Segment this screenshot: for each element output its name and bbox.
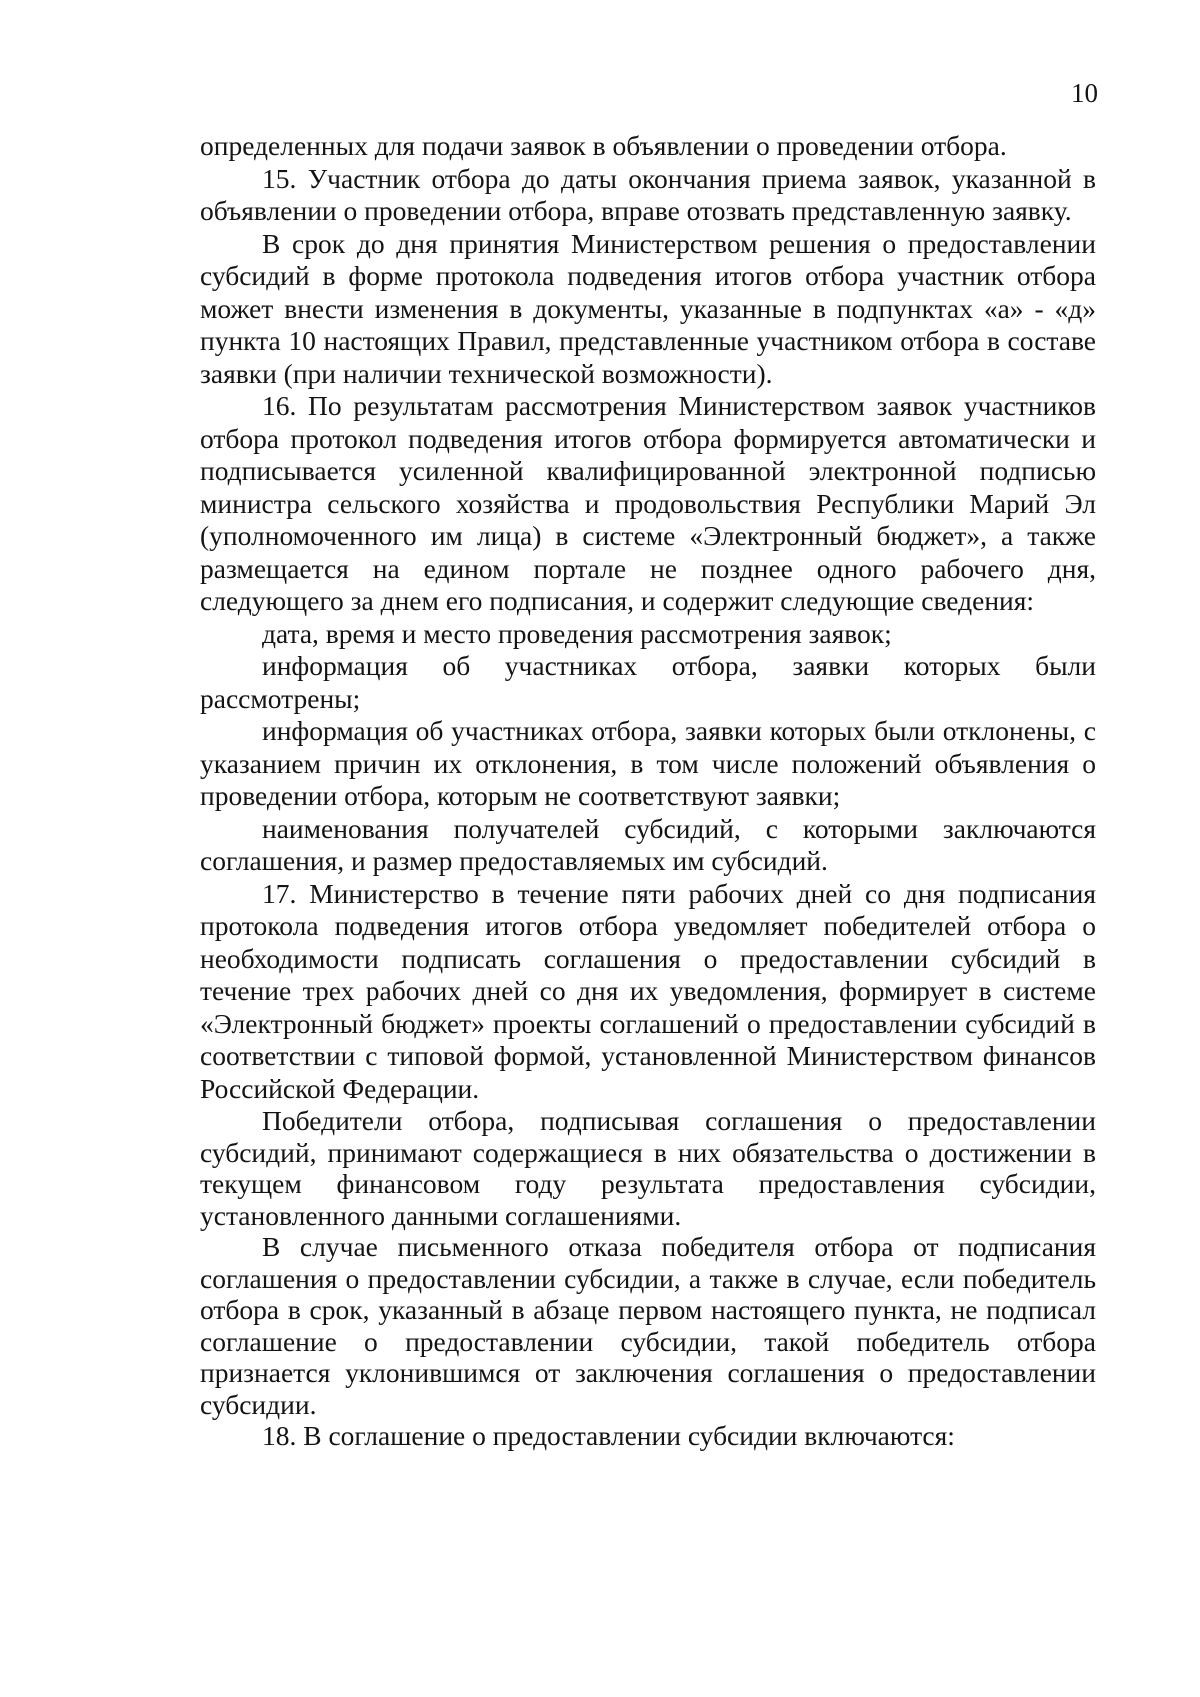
list-item-date-time-place: дата, время и место проведения рассмотрения заявок; bbox=[262, 617, 892, 649]
paragraph-item-17: 17. Министерство в течение пяти рабочих дней со дня подписания протокола подведения итогов отбора уведомляет победителей отбора о необходимости подписать соглашения о предоставлении субсидий в течение трех рабочих дней со дня их уведомления, формирует в системе «Электронный бюджет» проекты соглашений о предоставлении субсидий в соответствии с типовой формой, установленной Министерством финансов Российской Федерации. bbox=[200, 877, 1096, 1104]
paragraph-refusal: В случае письменного отказа победителя отбора от подписания соглашения о предоставлении субсидии, а также в случае, если победитель отбора в срок, указанный в абзаце первом настоящего пункта, не подписал соглашение о предоставлении субсидии, такой победитель отбора признается уклонившимся от заключения соглашения о предоставлении субсидии. bbox=[200, 1231, 1096, 1420]
paragraph-item-18: 18. В соглашение о предоставлении субсидии включаются: bbox=[262, 1420, 955, 1451]
list-item-rejected-participants: информация об участниках отбора, заявки которых были отклонены, с указанием причин их отклонения, в том числе положений объявления о проведении отбора, которым не соответствуют заявки; bbox=[200, 715, 1096, 811]
paragraph-item-16: 16. По результатам рассмотрения Министерством заявок участников отбора протокол подведения итогов отбора формируется автоматически и подписывается усиленной квалифицированной электронной подписью министра сельского хозяйства и продовольствия Республики Марий Эл (уполномоченного им лица) в системе «Электронный бюджет», а также размещается на едином портале не позднее одного рабочего дня, следующего за днем его подписания, и содержит следующие сведения: bbox=[200, 390, 1096, 616]
document-body bbox=[200, 130, 1096, 1453]
page-number: 10 bbox=[1071, 78, 1098, 108]
paragraph-winners-obligations: Победители отбора, подписывая соглашения о предоставлении субсидий, принимают содержащиеся в них обязательства о достижении в текущем финансовом году результата предоставления субсидии, установленного данными соглашениями. bbox=[200, 1105, 1096, 1231]
paragraph-item-15: 15. Участник отбора до даты окончания приема заявок, указанной в объявлении о проведении отбора, вправе отозвать представленную заявку. bbox=[200, 162, 1096, 226]
list-item-recipients: наименования получателей субсидий, с которыми заключаются соглашения, и размер предоставляемых им субсидий. bbox=[200, 812, 1096, 876]
paragraph-item-15-changes: В срок до дня принятия Министерством решения о предоставлении субсидий в форме протокола подведения итогов отбора участник отбора может внести изменения в документы, указанные в подпунктах «а» - «д» пункта 10 настоящих Правил, представленные участником отбора в составе заявки (при наличии технической возможности). bbox=[200, 227, 1096, 389]
list-item-reviewed-participants: информация об участниках отбора, заявки которых были рассмотрены; bbox=[200, 650, 1096, 714]
paragraph-continuation: определенных для подачи заявок в объявлении о проведении отбора. bbox=[200, 130, 1007, 161]
